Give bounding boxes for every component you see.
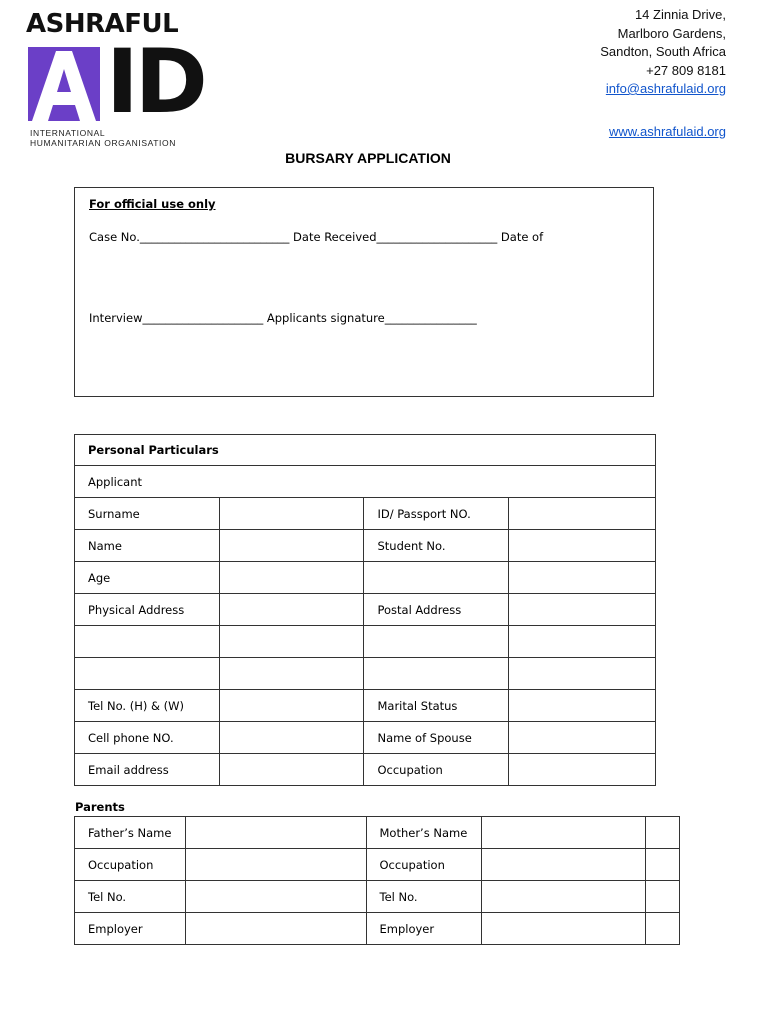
field-label: Marital Status <box>364 690 509 722</box>
field-label: Mother’s Name <box>366 817 482 849</box>
parents-label: Parents <box>75 800 125 814</box>
field-label: Cell phone NO. <box>75 722 220 754</box>
field-label: Postal Address <box>364 594 509 626</box>
field-input-cell[interactable] <box>219 498 364 530</box>
field-label: Tel No. <box>366 881 482 913</box>
field-input-cell[interactable] <box>185 881 366 913</box>
field-input-cell[interactable] <box>185 913 366 945</box>
logo-top-word: ASHRAFUL <box>26 9 179 39</box>
email-link[interactable]: info@ashrafulaid.org <box>605 81 726 96</box>
field-label: Employer <box>366 913 482 945</box>
field-input-cell[interactable] <box>219 754 364 786</box>
field-input-cell[interactable] <box>219 626 364 658</box>
field-input-cell[interactable] <box>509 722 656 754</box>
table-row <box>75 690 656 722</box>
logo-id-letters: ID <box>106 30 204 133</box>
field-input-cell[interactable] <box>219 690 364 722</box>
field-label: Occupation <box>364 754 509 786</box>
field-input-cell[interactable] <box>482 849 646 881</box>
field-input-cell[interactable] <box>482 881 646 913</box>
field-label: Father’s Name <box>75 817 186 849</box>
field-input-cell[interactable] <box>646 817 680 849</box>
field-input-cell[interactable] <box>509 690 656 722</box>
address-phone: +27 809 8181 <box>646 62 726 78</box>
table-row <box>75 658 656 690</box>
address-line3: Sandton, South Africa <box>600 44 726 59</box>
field-input-cell[interactable] <box>185 817 366 849</box>
field-input-cell[interactable] <box>646 881 680 913</box>
ashraful-aid-logo <box>26 9 206 148</box>
field-input-cell[interactable] <box>509 594 656 626</box>
logo-subtitle-line2: HUMANITARIAN ORGANISATION <box>30 138 176 148</box>
parents-table <box>74 816 680 945</box>
table-row <box>75 530 656 562</box>
field-label: Occupation <box>366 849 482 881</box>
logo-subtitle <box>30 128 176 148</box>
field-label: Name <box>75 530 220 562</box>
table-row <box>75 754 656 786</box>
field-label: Surname <box>75 498 220 530</box>
field-input-cell[interactable] <box>219 658 364 690</box>
field-input-cell[interactable] <box>646 913 680 945</box>
table-row <box>75 722 656 754</box>
field-label: Age <box>75 562 220 594</box>
field-label: Student No. <box>364 530 509 562</box>
field-input-cell[interactable] <box>185 849 366 881</box>
field-input-cell[interactable] <box>364 658 509 690</box>
field-label: Email address <box>75 754 220 786</box>
field-input-cell[interactable] <box>482 817 646 849</box>
logo-a-block-icon <box>28 47 100 121</box>
field-input-cell[interactable] <box>509 658 656 690</box>
field-label: Physical Address <box>75 594 220 626</box>
address-line2: Marlboro Gardens, <box>617 25 726 41</box>
table-row <box>75 498 656 530</box>
field-input-cell[interactable] <box>219 530 364 562</box>
table-row <box>75 881 680 913</box>
official-use-box <box>74 187 654 397</box>
table-row <box>75 562 656 594</box>
field-input-cell[interactable] <box>646 849 680 881</box>
field-input-cell[interactable] <box>219 594 364 626</box>
contact-address <box>600 6 726 141</box>
field-input-cell[interactable] <box>509 530 656 562</box>
table-row <box>75 817 680 849</box>
field-input-cell[interactable] <box>509 562 656 594</box>
official-case-line[interactable]: Case No.__________________________ Date Received_____________________ Date of <box>89 230 544 244</box>
table-row <box>75 849 680 881</box>
website-link[interactable]: www.ashrafulaid.org <box>608 123 726 139</box>
field-label: Occupation <box>75 849 186 881</box>
logo-subtitle-line1: INTERNATIONAL <box>30 128 106 138</box>
field-input-cell[interactable] <box>509 754 656 786</box>
field-input-cell[interactable] <box>482 913 646 945</box>
table-row <box>75 626 656 658</box>
field-input-cell[interactable] <box>75 626 220 658</box>
official-interview-line[interactable]: Interview_____________________ Applicants signature________________ <box>89 311 477 325</box>
field-input-cell[interactable] <box>509 626 656 658</box>
field-input-cell[interactable] <box>219 722 364 754</box>
field-input-cell[interactable] <box>219 562 364 594</box>
page-title: BURSARY APPLICATION <box>285 150 451 166</box>
personal-particulars-heading: Personal Particulars <box>75 435 656 466</box>
field-label: ID/ Passport NO. <box>364 498 509 530</box>
field-input-cell[interactable] <box>364 626 509 658</box>
field-label: Tel No. (H) & (W) <box>75 690 220 722</box>
address-line1: 14 Zinnia Drive, <box>634 7 726 22</box>
table-row <box>75 913 680 945</box>
field-input-cell[interactable] <box>509 498 656 530</box>
field-input-cell[interactable] <box>364 562 509 594</box>
official-use-heading: For official use only <box>89 197 216 211</box>
table-row <box>75 594 656 626</box>
field-label: Employer <box>75 913 186 945</box>
field-input-cell[interactable] <box>75 658 220 690</box>
applicant-label: Applicant <box>75 466 656 498</box>
field-label: Tel No. <box>75 881 186 913</box>
field-label: Name of Spouse <box>364 722 509 754</box>
personal-particulars-table <box>74 434 656 786</box>
